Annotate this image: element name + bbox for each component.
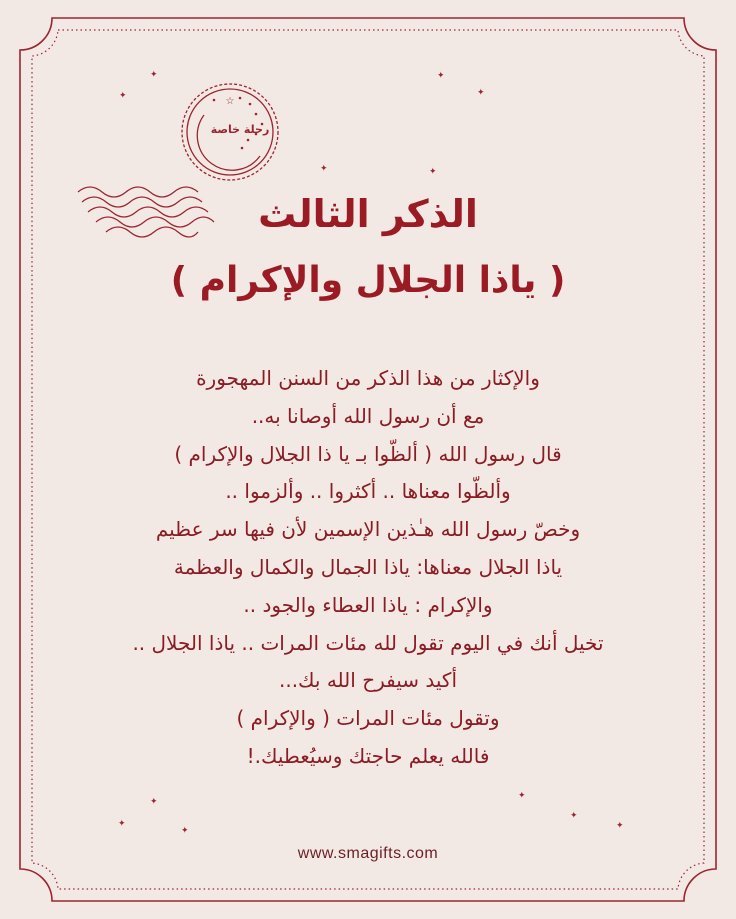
body-line: أكيد سيفرح الله بك...: [278, 668, 458, 693]
body-line: فالله يعلم حاجتك وسيُعطيك.!: [246, 743, 490, 768]
page-title: الذكر الثالث: [258, 192, 478, 236]
star-icon: ✦: [518, 791, 526, 801]
body-text: [60, 360, 676, 776]
body-line: تخيل أنك في اليوم تقول لله مئات المرات .. ياذا الجلال ..: [132, 630, 604, 655]
star-icon: ✦: [616, 821, 624, 831]
body-line: وتقول مئات المرات ( والإكرام ): [236, 706, 500, 731]
star-icon: ✦: [570, 811, 578, 821]
body-line: والإكثار من هذا الذكر من السنن المهجورة: [196, 366, 540, 390]
star-icon: ✦: [119, 91, 127, 101]
star-icon: ✦: [477, 88, 485, 98]
body-line: وخصّ رسول الله هـٰذين الإسمين لأن فيها سر عظيم: [155, 517, 581, 542]
star-icon: ✦: [181, 826, 189, 836]
website-link[interactable]: www.smagifts.com: [297, 845, 439, 862]
stamp-label: رحلة خاصة: [210, 123, 270, 136]
star-icon: ✦: [150, 70, 158, 80]
star-icon: ✦: [118, 819, 126, 829]
body-line: قال رسول الله ( ألظّوا بـ يا ذا الجلال والإكرام ): [174, 441, 562, 466]
page-subtitle: ( ياذا الجلال والإكرام ): [170, 260, 566, 301]
body-line: والإكرام : ياذا العطاء والجود ..: [243, 592, 493, 617]
body-line: ياذا الجلال معناها: ياذا الجمال والكمال والعظمة: [173, 554, 563, 579]
body-line: مع أن رسول الله أوصانا به..: [251, 403, 485, 428]
star-icon: ✦: [429, 167, 437, 177]
svg-text:☆: ☆: [225, 96, 235, 107]
body-line: وألظّوا معناها .. أكثروا .. وألزموا ..: [225, 479, 511, 504]
star-icon: ✦: [150, 797, 158, 807]
star-icon: ✦: [437, 71, 445, 81]
star-icon: ✦: [320, 164, 328, 174]
